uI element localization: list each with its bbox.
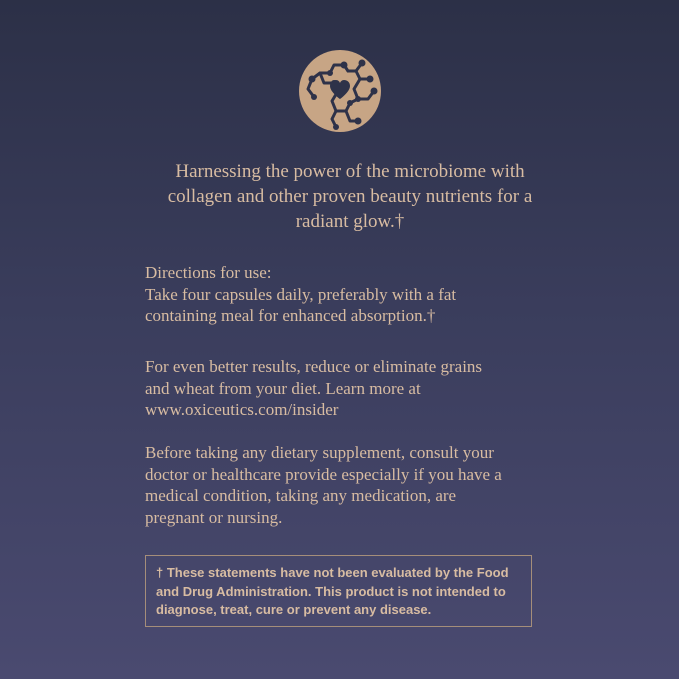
tagline: Harnessing the power of the microbiome with collagen and other proven beauty nutrients for a radiant glow.† [167,161,533,232]
results-tip: For even better results, reduce or eliminate grains and wheat from your diet. Learn more at www.oxiceutics.com/insider [145,357,483,419]
molecule-heart-icon [298,49,382,133]
fda-disclaimer-box: † These statements have not been evaluated by the Food and Drug Administration. This product is not intended to diagnose, treat, cure or prevent any disease. [145,555,532,627]
directions-for-use: Directions for use: Take four capsules daily, preferably with a fat containing meal for enhanced absorption.† [145,263,457,325]
warning-text: Before taking any dietary supplement, consult your doctor or healthcare provide especially if you have a medical condition, taking any medication, are pregnant or nursing. [145,443,502,527]
